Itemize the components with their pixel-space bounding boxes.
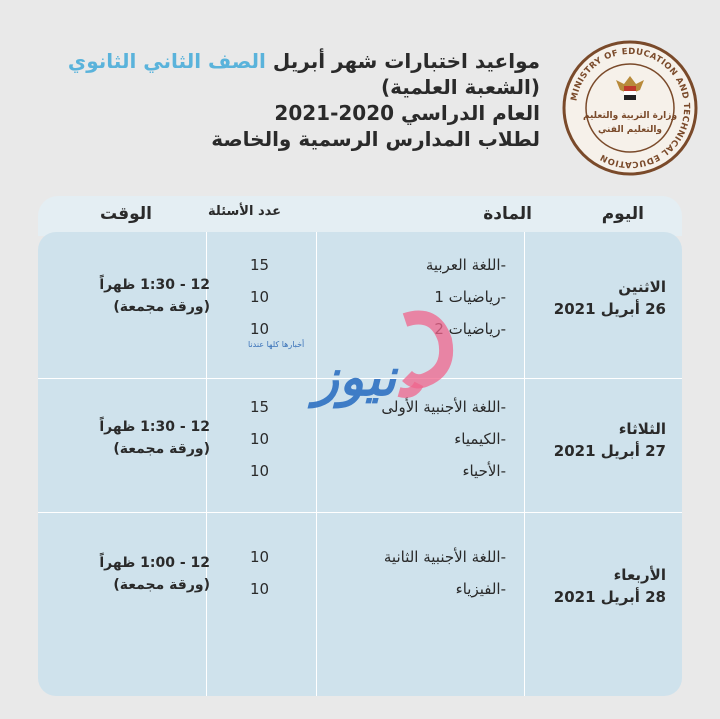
column-divider (524, 232, 525, 696)
title-line-2: (الشعبة العلمية) (380, 75, 540, 99)
subject: -اللغة العربية (425, 256, 506, 274)
header-subject: المادة (483, 204, 532, 224)
svg-text:MINISTRY OF EDUCATION AND TECH: MINISTRY OF EDUCATION AND TECHNICAL EDUCATION (569, 46, 692, 170)
ministry-seal-icon (560, 38, 700, 178)
title-line-1 (20, 48, 540, 74)
column-divider (316, 232, 317, 696)
question-count: 10 (250, 430, 270, 448)
time-cell (70, 416, 210, 460)
day-name: الأربعاء (613, 566, 666, 584)
header-day: اليوم (601, 204, 644, 224)
row-divider (38, 378, 682, 379)
header-count: عدد الأسئلة (208, 204, 282, 219)
time-note: (ورقة مجمعة) (113, 299, 210, 315)
watermark-tagline: أخبارها كلها عندنا (248, 340, 305, 349)
title-grade: الصف الثاني الثانوي (67, 49, 266, 73)
subject: -الأحياء (462, 462, 506, 480)
svg-text:نيوز: نيوز (313, 348, 397, 408)
subject: -رياضيات 2 (434, 320, 506, 338)
title-line-4: لطلاب المدارس الرسمية والخاصة (211, 127, 540, 151)
schedule-table (38, 196, 682, 696)
time-range: 12 - 1:30 ظهراً (99, 277, 210, 293)
day-cell (526, 564, 666, 608)
question-count: 10 (250, 580, 270, 598)
table-header (38, 196, 682, 236)
question-count: 10 (250, 320, 270, 338)
subject: -الفيزياء (455, 580, 506, 598)
day-date: 26 أبريل 2021 (553, 300, 666, 318)
title-line-3: العام الدراسي 2020-2021 (274, 101, 540, 125)
table-body (38, 232, 682, 696)
row-divider (38, 512, 682, 513)
day-name: الثلاثاء (618, 420, 666, 438)
subject: -اللغة الأجنبية الثانية (383, 548, 506, 566)
time-range: 12 - 1:30 ظهراً (99, 419, 210, 435)
time-range: 12 - 1:00 ظهراً (99, 555, 210, 571)
subject: -الكيمياء (454, 430, 506, 448)
title-main: مواعيد اختبارات شهر أبريل (272, 49, 540, 73)
question-count: 15 (250, 398, 270, 416)
svg-text:والتعليم الفني: والتعليم الفني (597, 125, 663, 135)
question-count: 10 (250, 548, 270, 566)
day-date: 28 أبريل 2021 (553, 588, 666, 606)
subject: -اللغة الأجنبية الأولى (381, 398, 506, 416)
time-note: (ورقة مجمعة) (113, 577, 210, 593)
subject: -رياضيات 1 (434, 288, 506, 306)
svg-text:وزارة التربية والتعليم: وزارة التربية والتعليم (582, 111, 678, 121)
question-count: 10 (250, 288, 270, 306)
day-cell (526, 276, 666, 320)
title-block (20, 48, 540, 152)
header-time: الوقت (100, 204, 152, 224)
question-count: 15 (250, 256, 270, 274)
day-name: الاثنين (618, 278, 666, 296)
day-cell (526, 418, 666, 462)
time-cell (70, 274, 210, 318)
day-date: 27 أبريل 2021 (553, 442, 666, 460)
time-note: (ورقة مجمعة) (113, 441, 210, 457)
question-count: 10 (250, 462, 270, 480)
time-cell (70, 552, 210, 596)
